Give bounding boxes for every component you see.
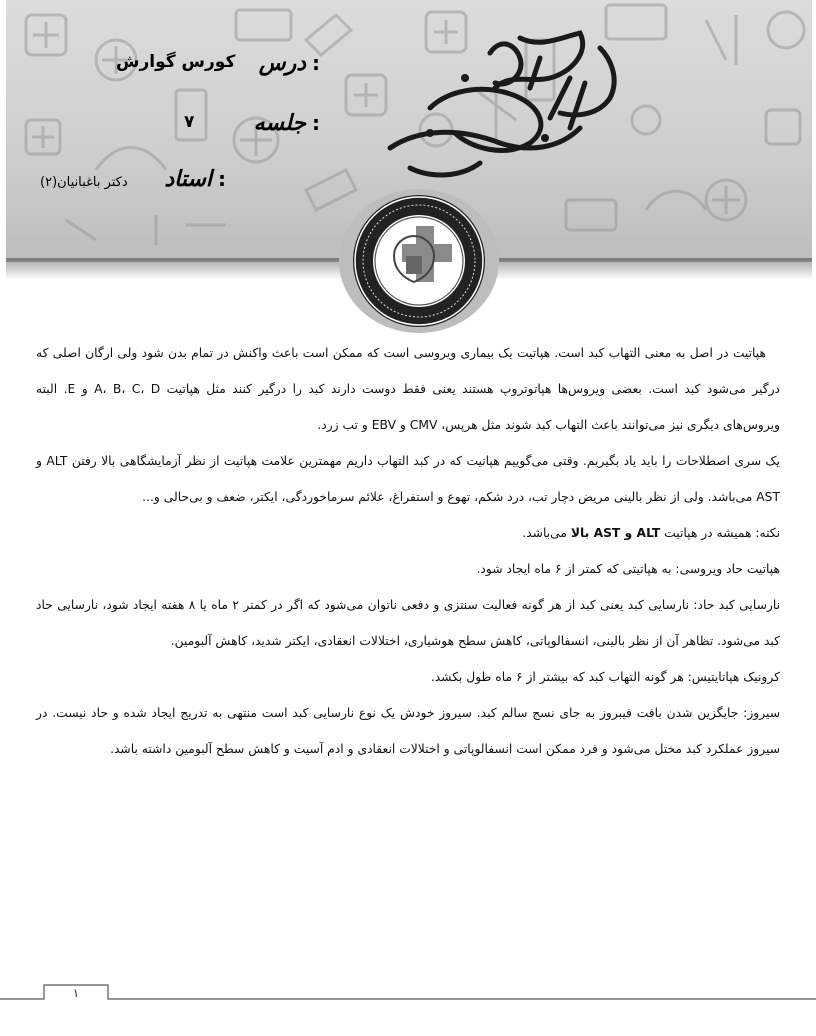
paragraph-acute-liver-failure: نارسایی کبد حاد: نارسایی کبد یعنی کبد از هر گونه فعالیت سنتزی و دفعی ناتوان می‌شود که اگر در کمتر ۲ ماه یا ۸ هفته ایجاد شود، نارسایی حاد کبد می‌شود. تظاهر آن از نظر بالینی، انسفالوپاتی، کاهش سطح هوشیاری، اختلالات انعقادی، ایکتر شدید، کاهش آلبومین. [36,598,780,648]
document-body [36,335,780,767]
session-colon: : [312,111,320,135]
session-value: ۷ [184,112,195,132]
calligraphy-logo [370,18,640,188]
page-footer [0,984,816,1036]
teacher-colon: : [218,167,226,191]
paragraph-chronic-hepatitis: کرونیک هپاتایتیس: هر گونه التهاب کبد که بیشتر از ۶ ماه طول بکشد. [430,670,780,684]
paragraph-note: نکته: همیشه در هپاتیت ALT و AST بالا می‌باشد. [522,526,780,540]
note-emphasis: ALT و AST بالا [570,526,661,540]
teacher-row [164,166,232,192]
course-row [259,50,326,76]
university-seal-icon [334,186,504,336]
session-row [254,110,326,136]
teacher-value: دکتر باغبانیان(۲) [40,175,128,190]
paragraph-cirrhosis: سیروز: جایگزین شدن بافت فیبروز به جای نسج سالم کبد. سیروز خودش یک نوع نارسایی کبد است منتهی به تدریج ایجاد شده و حاد نیست. در سیروز عملکرد کبد مختل می‌شود و فرد ممکن است انسفالوپاتی و اختلالات انعقادی و ادم آسیت و کاهش سطح آلبومین داشته باشد. [36,706,780,756]
page-number: ۱ [72,986,80,1000]
course-value: کورس گوارش [116,52,236,72]
paragraph-2: یک سری اصطلاحات را باید یاد بگیریم. وقتی می‌گوییم هپاتیت که در کبد التهاب داریم مهمترین علامت هپاتیت از نظر آزمایشگاهی بالا رفتن ALT و AST می‌باشد. ولی از نظر بالینی مریض دچار تب، درد شکم، تهوع و استفراغ، علائم سرماخوردگی، ایکتر، ضعف و بی‌حالی و... [36,454,780,504]
teacher-label: استاد [164,166,212,192]
course-label: درس [258,50,306,76]
paragraph-acute-hepatitis: هپاتیت حاد ویروسی: به هپاتیتی که کمتر از ۶ ماه ایجاد شود. [476,562,780,576]
course-colon: : [312,51,320,75]
paragraph-1: هپاتیت در اصل به معنی التهاب کبد است. هپاتیت یک بیماری ویروسی است که ممکن است باعث واکنش در تمام بدن شود ولی ارگان اصلی که درگیر می‌شود کبد است. بعضی ویروس‌ها هپاتوتروپ هستند یعنی فقط دوست دارند کبد را درگیر کنند مثل هپاتیت A، B، C، D و E. البته ویروس‌های دیگری نیز می‌توانند باعث التهاب کبد شوند مثل هرپس، CMV و EBV و تب زرد. [36,346,781,432]
session-label: جلسه [253,110,306,136]
